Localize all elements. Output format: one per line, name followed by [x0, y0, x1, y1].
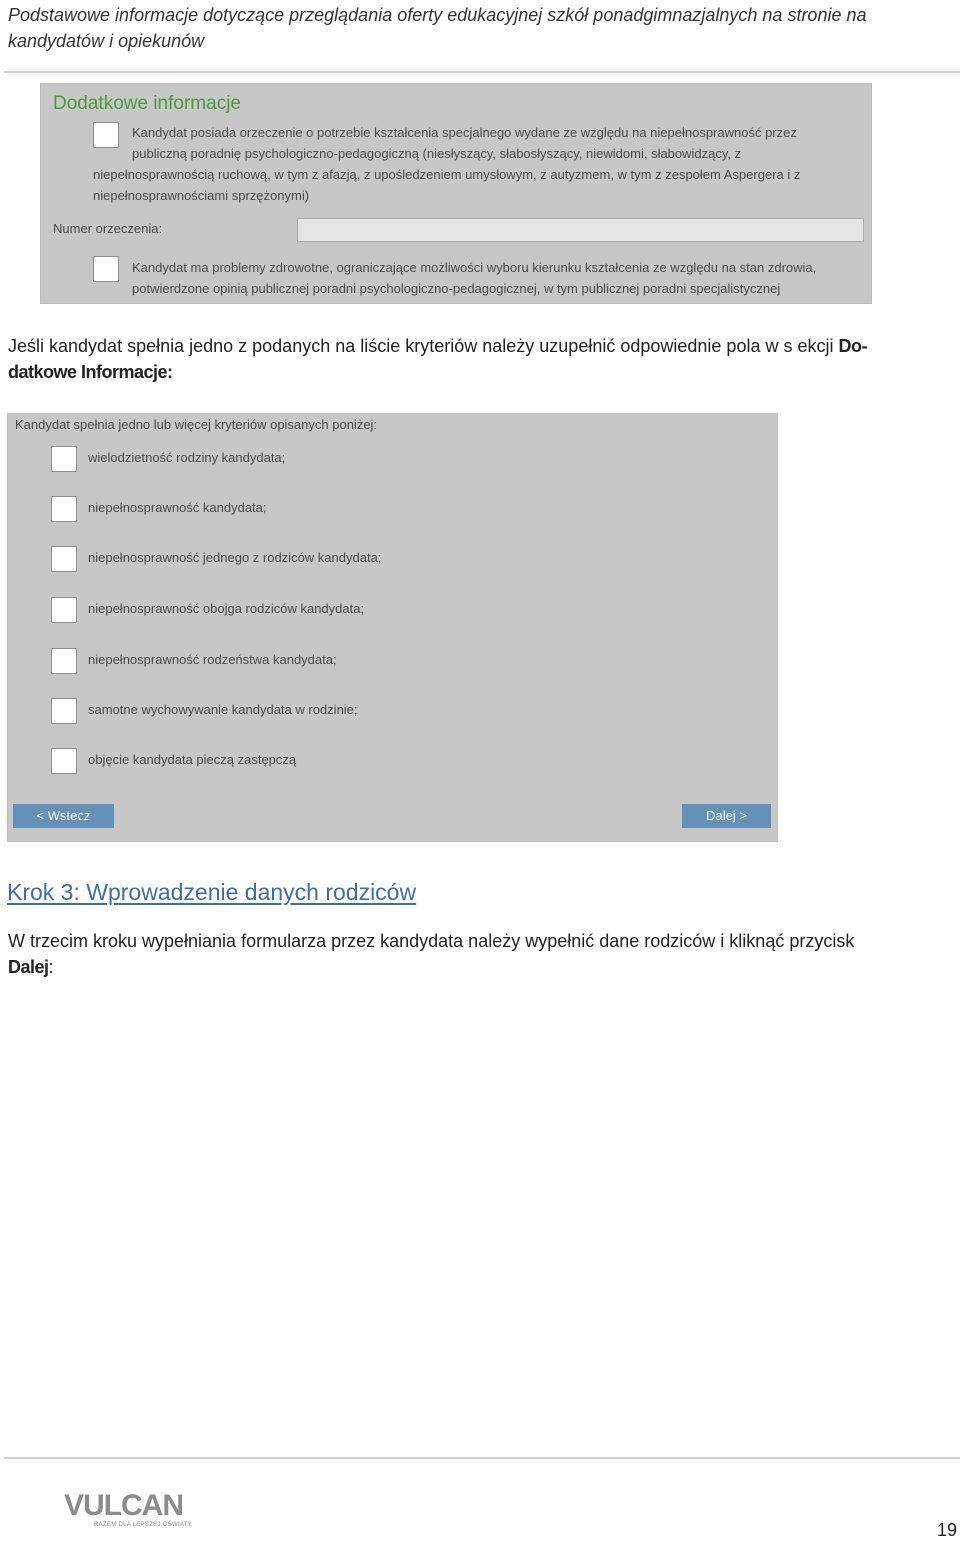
special-needs-label-line4: niepełnosprawnościami sprzężonymi): [93, 188, 310, 203]
criterion-checkbox[interactable]: [51, 446, 77, 472]
special-needs-label-line2: publiczną poradnię psychologiczno-pedagogiczną (niesłyszący, słabosłyszący, niewidomi, słabowidzący, z: [132, 146, 742, 161]
logo-tagline: RAZEM DLA LEPSZEJ OŚWIATY: [94, 1522, 193, 1528]
criterion-label: wielodzietność rodziny kandydata;: [88, 450, 286, 465]
page-number: 19: [936, 1520, 957, 1540]
criteria-heading: Kandydat spełnia jedno lub więcej kryteriów opisanych poniżej:: [15, 417, 378, 432]
instruction-text: Jeśli kandydat spełnia jedno z podanych na liście kryteriów należy uzupełnić odpowiednie pola w s ekcji: [8, 336, 839, 356]
criterion-checkbox[interactable]: [51, 698, 77, 724]
special-needs-label-line3: niepełnosprawnością ruchową, w tym z afazją, z upośledzeniem umysłowym, z autyzmem, w tym z zespołem Aspergera i z: [93, 167, 801, 182]
step-heading: Krok 3: Wprowadzenie danych rodziców: [7, 879, 417, 905]
special-needs-checkbox[interactable]: [93, 122, 119, 148]
step-paragraph: [8, 928, 960, 980]
special-needs-label-line1: Kandydat posiada orzeczenie o potrzebie kształcenia specjalnego wydane ze względu na niepełnosprawność przez: [132, 125, 797, 140]
criterion-label: niepełnosprawność kandydata;: [88, 500, 267, 515]
criterion-label: objęcie kandydata pieczą zastępczą: [88, 752, 297, 767]
criterion-label: niepełnosprawność obojga rodziców kandydata;: [88, 601, 365, 616]
panel-title: Dodatkowe informacje: [53, 93, 241, 114]
criterion-label: niepełnosprawność rodzeństwa kandydata;: [88, 652, 337, 667]
footer-divider: [4, 1457, 960, 1459]
step-button-name: Dalej: [8, 957, 49, 977]
health-problems-label-line1: Kandydat ma problemy zdrowotne, ograniczające możliwości wyboru kierunku kształcenia ze względu na stan zdrowia,: [132, 260, 817, 275]
certificate-number-input[interactable]: [297, 218, 864, 242]
criterion-checkbox[interactable]: [51, 546, 77, 572]
health-problems-checkbox[interactable]: [93, 256, 119, 282]
vulcan-logo: [64, 1489, 193, 1534]
criterion-checkbox[interactable]: [51, 496, 77, 522]
next-button[interactable]: Dalej >: [682, 804, 771, 828]
step-suffix: :: [48, 957, 54, 977]
section-name-part2: datkowe Informacje:: [8, 362, 173, 382]
step-text: W trzecim kroku wypełniania formularza przez kandydata należy wypełnić dane rodziców i kliknąć przycisk: [8, 931, 855, 951]
criterion-checkbox[interactable]: [51, 748, 77, 774]
criterion-label: niepełnosprawność jednego z rodziców kandydata;: [88, 550, 382, 565]
criterion-label: samotne wychowywanie kandydata w rodzinie;: [88, 702, 358, 717]
criterion-checkbox[interactable]: [51, 648, 77, 674]
health-problems-label-line2: potwierdzone opinią publicznej poradni psychologiczno-pedagogicznej, w tym publicznej poradni specjalistycznej: [132, 281, 781, 296]
back-button[interactable]: < Wstecz: [13, 804, 114, 828]
criteria-panel: [7, 413, 778, 842]
section-name-part1: Do-: [838, 336, 867, 356]
additional-info-panel: [40, 83, 872, 304]
instruction-paragraph: [8, 333, 958, 385]
logo-wordmark: VULCAN: [64, 1489, 183, 1522]
header-divider: [4, 71, 960, 73]
criterion-checkbox[interactable]: [51, 597, 77, 623]
certificate-number-label: Numer orzeczenia:: [53, 221, 163, 236]
page-header: Podstawowe informacje dotyczące przeglądania oferty edukacyjnej szkół ponadgimnazjalnych na stronie na kandydatów i opiekunów: [8, 5, 867, 51]
